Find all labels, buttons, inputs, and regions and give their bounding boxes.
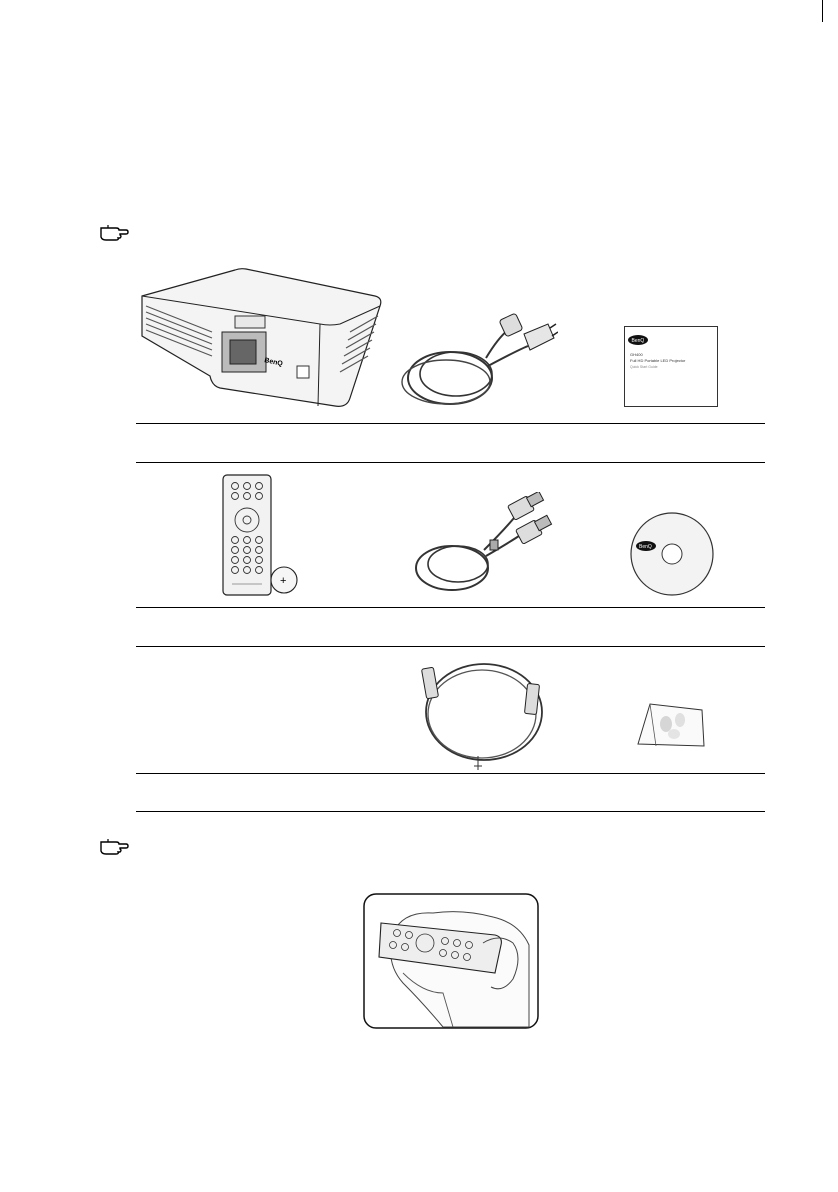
table-rule <box>136 607 765 608</box>
table-rule <box>136 773 765 774</box>
svg-text:Quick Start Guide: Quick Start Guide <box>630 365 658 369</box>
projector-image <box>140 266 386 412</box>
quick-start-guide-image <box>624 326 718 408</box>
svg-text:BenQ: BenQ <box>631 338 645 344</box>
svg-text:Full HD Portable LED Projector: Full HD Portable LED Projector <box>630 358 686 363</box>
table-rule <box>136 462 765 463</box>
table-rule <box>136 423 765 424</box>
vga-cable-image <box>410 492 558 596</box>
svg-text:GH400: GH400 <box>630 352 643 357</box>
table-rule <box>136 646 765 647</box>
page-edge-line <box>822 0 823 22</box>
pointing-hand-icon <box>100 836 130 856</box>
pointing-hand-icon <box>100 222 130 242</box>
cd-rom-image <box>630 512 714 596</box>
remote-control-image <box>222 474 302 598</box>
power-cord-image <box>398 298 558 410</box>
svg-text:+: + <box>280 575 287 587</box>
svg-text:BenQ: BenQ <box>263 357 284 368</box>
warranty-card-image <box>636 700 706 748</box>
hdmi-cable-image <box>416 656 552 772</box>
battery-insertion-illustration <box>363 893 539 1029</box>
svg-text:BenQ: BenQ <box>639 544 652 550</box>
table-rule <box>136 811 765 812</box>
